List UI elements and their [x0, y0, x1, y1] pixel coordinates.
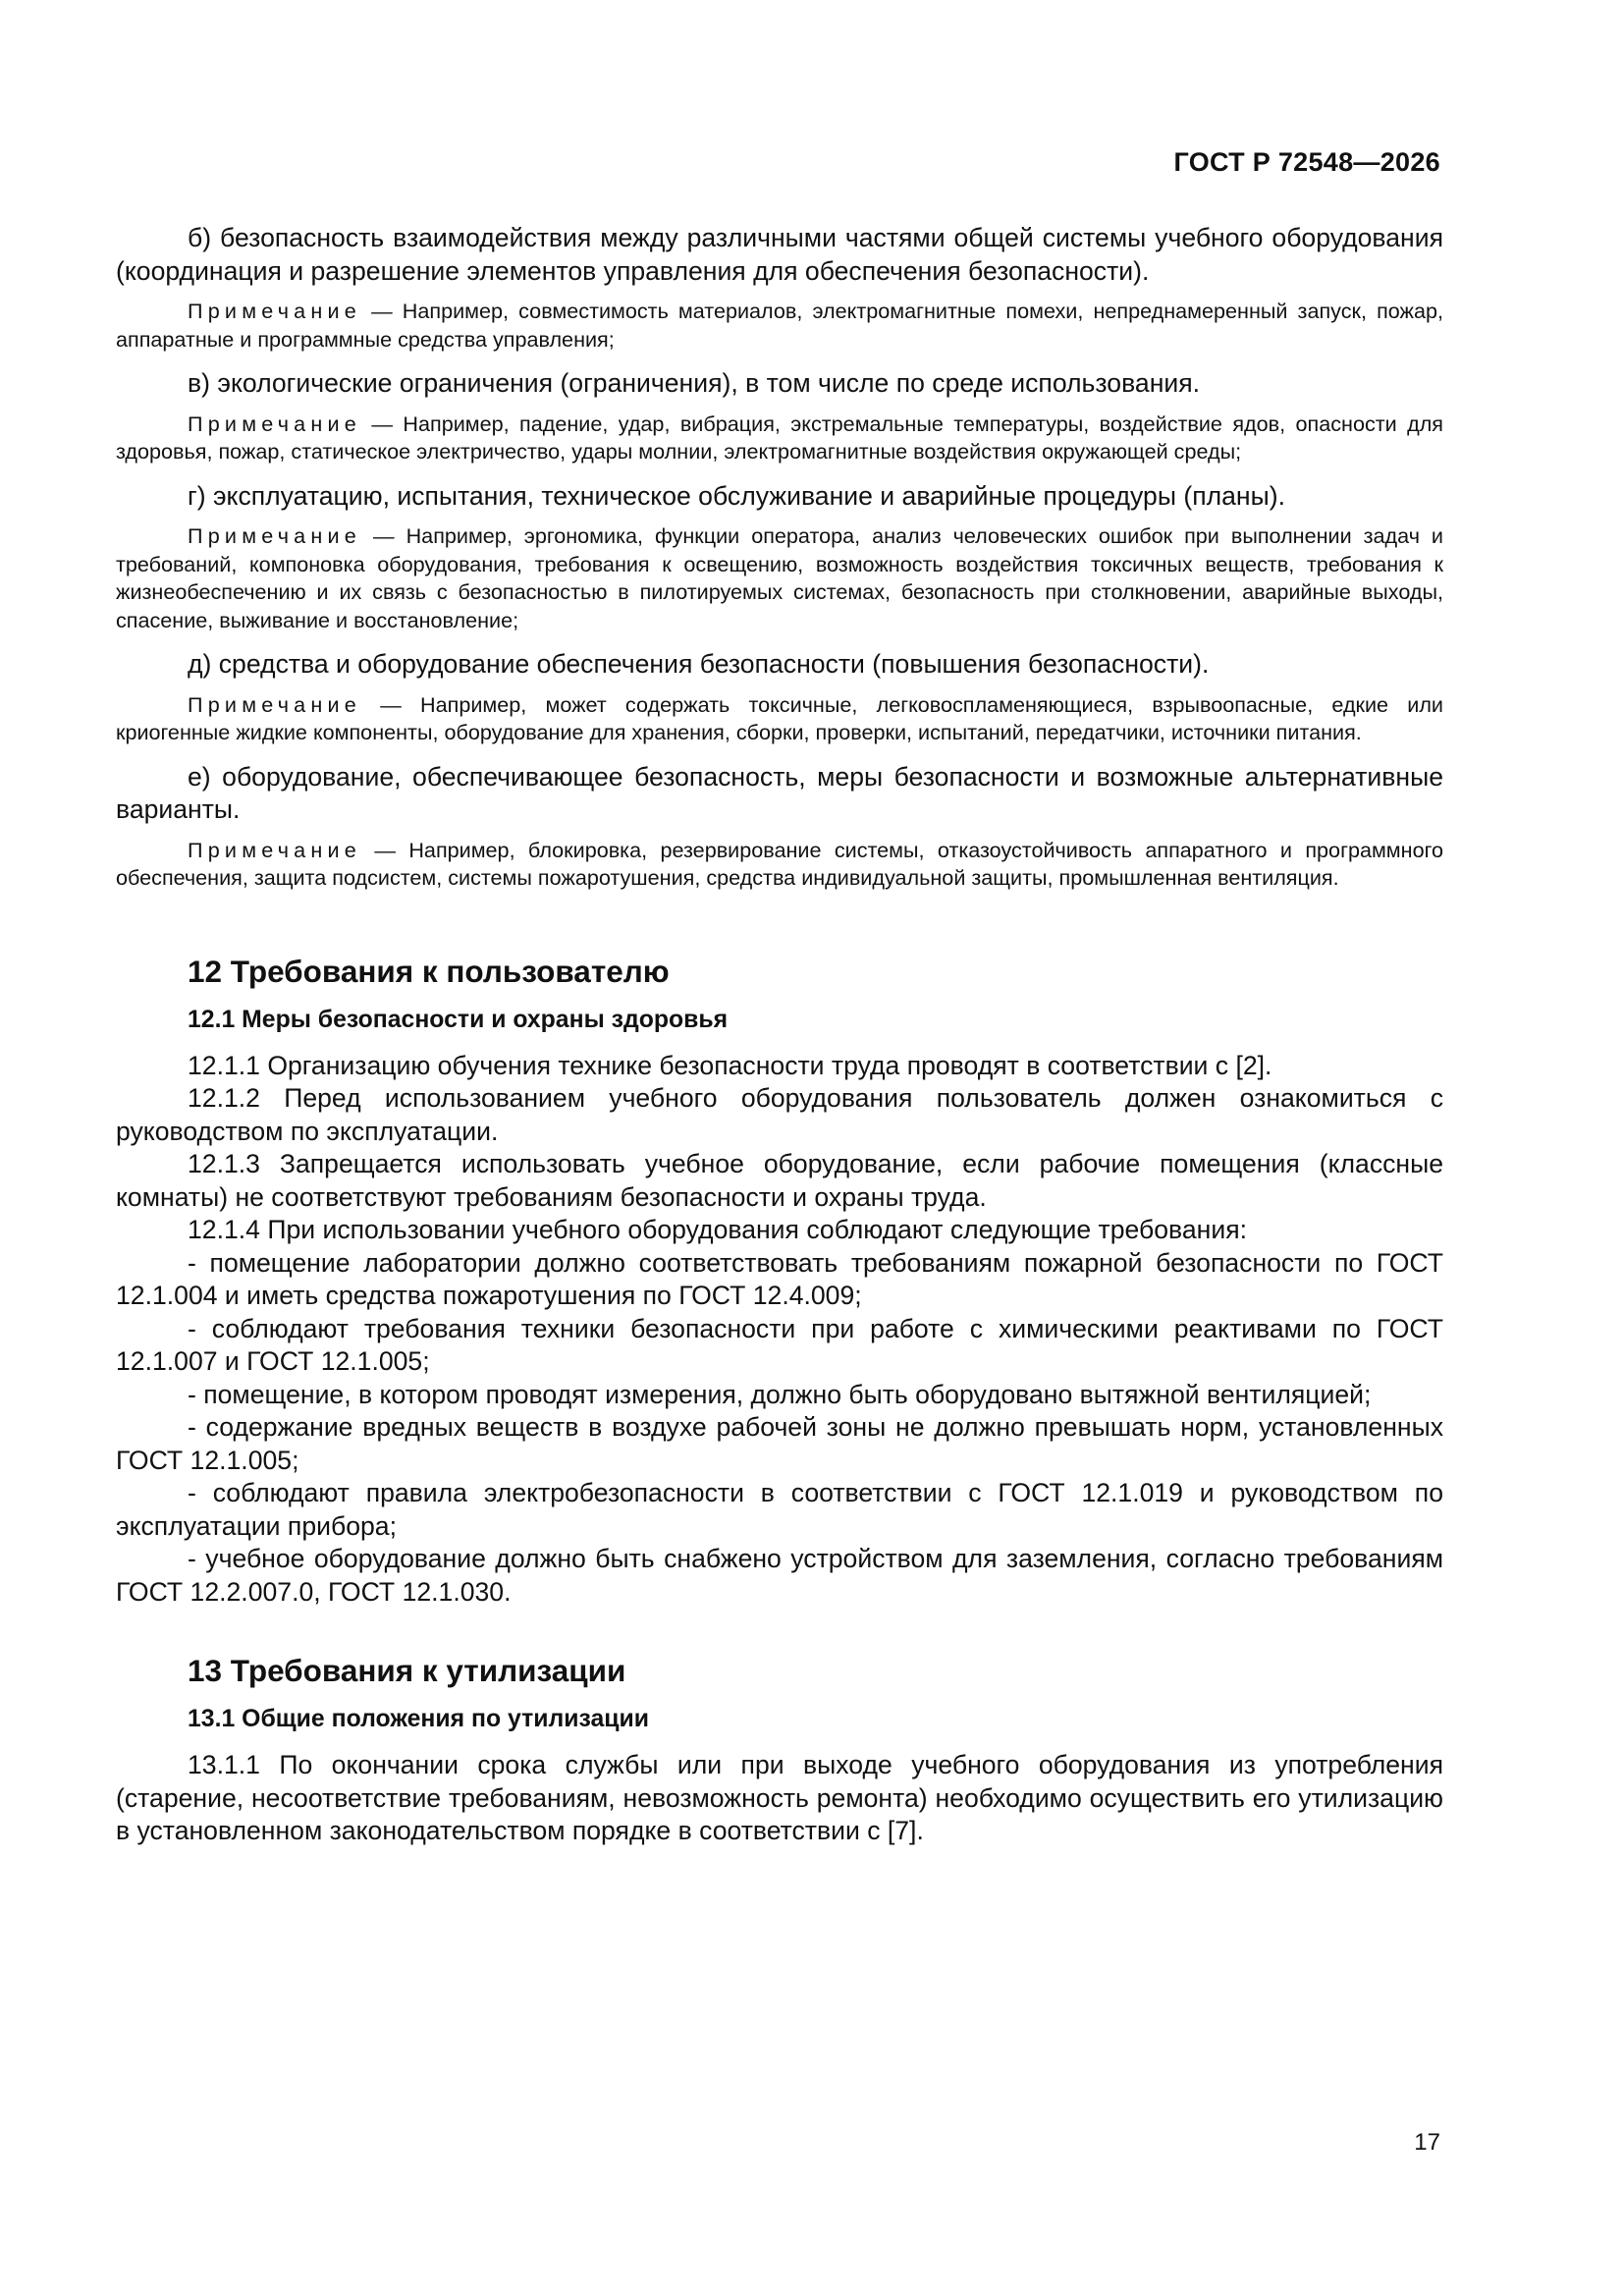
- section-12-body: [116, 1050, 1443, 1610]
- section-13-title: 13 Требования к утилизации: [188, 1653, 626, 1688]
- requirement-item: - помещение, в котором проводят измерения, должно быть оборудовано вытяжной вентиляцией;: [188, 1379, 1372, 1409]
- note-label: Примечание: [188, 299, 361, 323]
- section-12-title: 12 Требования к пользователю: [188, 953, 670, 989]
- paragraph: 12.1.2 Перед использованием учебного оборудования пользователь должен ознакомиться с руководством по эксплуатации.: [116, 1083, 1443, 1146]
- requirement-item: - соблюдают требования техники безопасности при работе с химическими реактивами по ГОСТ 12.1.007 и ГОСТ 12.1.005;: [116, 1313, 1443, 1376]
- note-text: — Например, падение, удар, вибрация, экстремальные температуры, воздействие ядов, опасности для здоровья, пожар, статическое электричество, удары молнии, электромагнитные воздействия окружающей среды;: [116, 410, 1444, 464]
- note: [116, 691, 1443, 747]
- document-header-id: ГОСТ Р 72548—2026: [1173, 147, 1440, 177]
- note-label: Примечание: [188, 410, 361, 436]
- requirement-item: - соблюдают правила электробезопасности в соответствии с ГОСТ 12.1.019 и руководством по эксплуатации прибора;: [116, 1478, 1443, 1541]
- requirement-item: - содержание вредных веществ в воздухе рабочей зоны не должно превышать норм, установленных ГОСТ 12.1.005;: [116, 1412, 1443, 1475]
- section-12-1-title: 12.1 Меры безопасности и охраны здоровья: [188, 1006, 729, 1033]
- note-label: Примечание: [188, 837, 361, 862]
- list-item: г) эксплуатацию, испытания, техническое обслуживание и аварийные процедуры (планы).: [188, 480, 1285, 511]
- note: [116, 837, 1443, 893]
- paragraph: 12.1.3 Запрещается использовать учебное оборудование, если рабочие помещения (классные комнаты) не соответствуют требованиям безопасности и охраны труда.: [116, 1149, 1443, 1212]
- list-item: б) безопасность взаимодействия между различными частями общей системы учебного оборудования (координация и разрешение элементов управления для обеспечения безопасности).: [116, 223, 1443, 286]
- requirement-item: - учебное оборудование должно быть снабжено устройством для заземления, согласно требованиям ГОСТ 12.2.007.0, ГОСТ 12.1.030.: [116, 1544, 1443, 1607]
- list-item: в) экологические ограничения (ограничения), в том числе по среде использования.: [188, 368, 1201, 398]
- note: [116, 522, 1443, 634]
- list-item: е) оборудование, обеспечивающее безопасность, меры безопасности и возможные альтернативные варианты.: [116, 761, 1443, 824]
- note-text: — Например, совместимость материалов, электромагнитные помехи, непреднамеренный запуск, пожар, аппаратные и программные средства управления;: [116, 299, 1443, 352]
- note-label: Примечание: [188, 523, 361, 548]
- page-content: [116, 222, 1443, 1848]
- paragraph: 13.1.1 По окончании срока службы или при выходе учебного оборудования из употребления (старение, несоответствие требованиям, невозможность ремонта) необходимо осуществить его утилизацию в установленном законодательством порядке в соответствии с [7].: [116, 1750, 1443, 1845]
- requirement-item: - помещение лаборатории должно соответствовать требованиям пожарной безопасности по ГОСТ 12.1.004 и иметь средства пожаротушения по ГОСТ 12.4.009;: [116, 1247, 1443, 1310]
- note: [116, 410, 1443, 466]
- note-text: — Например, может содержать токсичные, легковоспламеняющиеся, взрывоопасные, едкие или криогенные жидкие компоненты, оборудование для хранения, сборки, проверки, испытаний, передатчики, источники питания.: [116, 691, 1443, 744]
- note-text: — Например, эргономика, функции оператора, анализ человеческих ошибок при выполнении задач и требований, компоновка оборудования, требования к освещению, возможность воздействия токсичных веществ, требования к жизнеобеспечению и их связь с безопасностью в пилотируемых системах, безопасность при столкновении, аварийные выходы, спасение, выживание и восстановление;: [116, 523, 1443, 632]
- section-13-1-title: 13.1 Общие положения по утилизации: [188, 1706, 649, 1732]
- note: [116, 298, 1443, 354]
- section-13-body: [116, 1749, 1443, 1848]
- page-number: 17: [1414, 2129, 1440, 2156]
- list-item: д) средства и оборудование обеспечения безопасности (повышения безопасности).: [188, 649, 1210, 679]
- note-text: — Например, блокировка, резервирование системы, отказоустойчивость аппаратного и программного обеспечения, защита подсистем, системы пожаротушения, средства индивидуальной защиты, промышленная вентиляция.: [116, 837, 1443, 890]
- paragraph: 12.1.1 Организацию обучения технике безопасности труда проводят в соответствии с [2].: [188, 1050, 1272, 1080]
- note-label: Примечание: [188, 691, 361, 717]
- paragraph: 12.1.4 При использовании учебного оборудования соблюдают следующие требования:: [188, 1215, 1247, 1244]
